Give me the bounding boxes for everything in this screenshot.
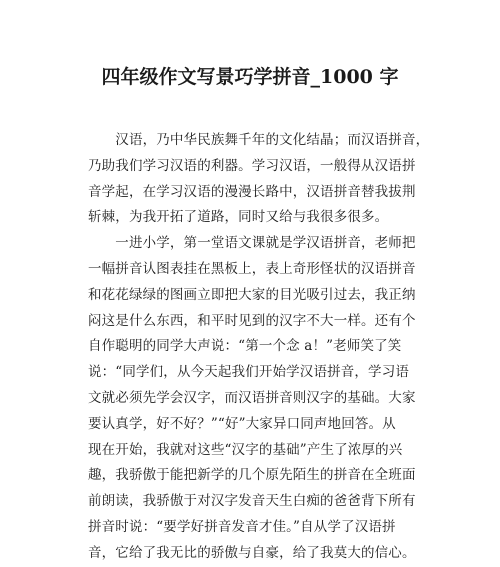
document-title: 四年级作文写景巧学拼音_1000 字 xyxy=(101,66,399,88)
text-line: 斩棘，为我开拓了道路，同时又给与我很多很多。 xyxy=(88,209,389,226)
text-line: 现在开始，我就对这些“汉字的基础”产生了浓厚的兴 xyxy=(88,441,403,458)
text-line: 自作聪明的同学大声说：“第一个念 a！”老师笑了笑 xyxy=(88,338,402,355)
document-body xyxy=(88,128,430,567)
text-line: 和花花绿绿的图画立即把大家的目光吸引过去，我正纳 xyxy=(88,286,416,303)
text-line: 文就必须先学会汉字，而汉语拼音则汉字的基础。大家 xyxy=(88,389,416,406)
text-line: 音学起，在学习汉语的漫漫长路中，汉语拼音替我拔荆 xyxy=(88,183,416,200)
text-line: 音，它给了我无比的骄傲与自豪，给了我莫大的信心。 xyxy=(88,544,416,561)
text-line: 拼音时说：“要学好拼音发音才佳。”自从学了汉语拼 xyxy=(88,518,396,535)
text-line: 闷这是什么东西，和平时见到的汉字不大一样。还有个 xyxy=(88,312,416,329)
text-line: 乃助我们学习汉语的利器。学习汉语，一般得从汉语拼 xyxy=(88,157,416,174)
text-line: 说：“同学们，从今天起我们开始学汉语拼音，学习语 xyxy=(88,364,410,381)
text-line: 一进小学，第一堂语文课就是学汉语拼音，老师把 xyxy=(88,235,416,252)
text-line: 一幅拼音认图表挂在黑板上，表上奇形怪状的汉语拼音 xyxy=(88,260,416,277)
text-line: 要认真学，好不好？”“好”大家异口同声地回答。从 xyxy=(88,415,396,432)
text-line: 汉语，乃中华民族舞千年的文化结晶；而汉语拼音， xyxy=(88,132,430,148)
text-line: 前朗读，我骄傲于对汉字发音天生白痴的爸爸背下所有 xyxy=(88,493,416,510)
text-line: 趣，我骄傲于能把新学的几个原先陌生的拼音在全班面 xyxy=(88,467,416,484)
